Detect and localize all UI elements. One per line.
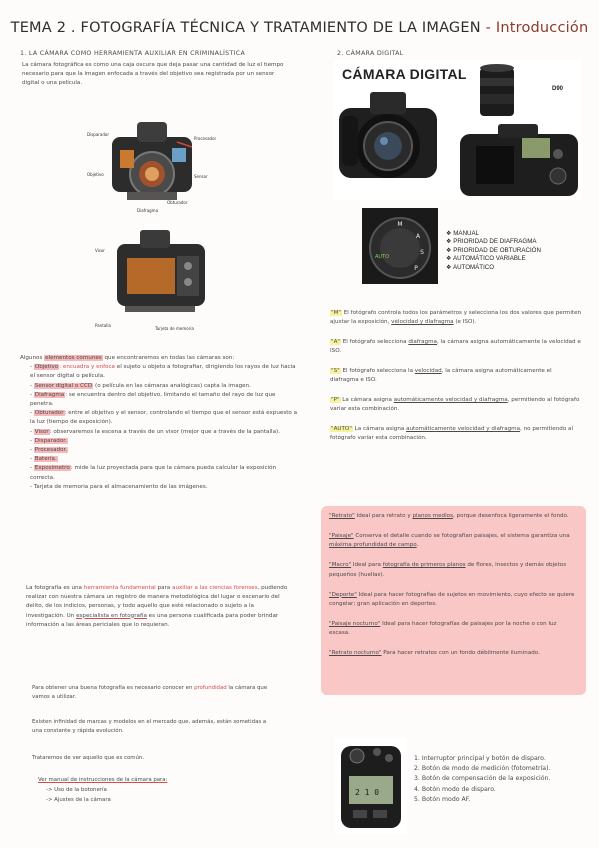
dial-mode-label: PRIORIDAD DE OBTURACIÓN	[453, 246, 541, 254]
scene-text: Para hacer retratos con un fondo débilmente iluminado.	[381, 650, 540, 657]
svg-text:P: P	[414, 265, 418, 272]
element-item: - Sensor digital o CCD (o película en las cámaras analógicas) capta la imagen.	[30, 382, 251, 389]
notes-3: Trataremos de ver aquello que es común.	[32, 755, 145, 761]
mode-dial-image	[362, 208, 438, 284]
mode-underline: automáticamente velocidad y diafragma	[406, 426, 521, 432]
mode-text: El fotógrafo selecciona	[340, 339, 409, 345]
scene-retrato	[329, 512, 578, 521]
label-tarjeta: Tarjeta de memoria	[155, 326, 194, 331]
dial-mode-item: ❖ PRIORIDAD DE OBTURACIÓN	[446, 246, 541, 254]
top-button-item: 1. Interruptor principal y botón de disparo.	[414, 755, 546, 762]
label-pantalla: Pantalla	[95, 323, 111, 328]
element-item: - Tarjeta de memoria para el almacenamiento de las imágenes.	[30, 483, 208, 490]
forensic-b: herramienta fundamental	[83, 585, 156, 591]
title-main: TEMA 2 . FOTOGRAFÍA TÉCNICA Y TRATAMIENTO DE LA IMAGEN	[10, 20, 481, 36]
scene-key: "Paisaje"	[329, 532, 354, 539]
element-item: - Batería.	[30, 456, 57, 463]
camera-card-title: CÁMARA DIGITAL	[342, 66, 467, 82]
element-text: (o película en las cámaras analógicas) capta la imagen.	[93, 382, 251, 389]
scene-text: Conserva el detalle cuando se fotografían paisajes, el sistema garantiza una	[353, 532, 570, 539]
forensic-g: es una persona cualificada para poder brindar información a las áreas periciales que lo requieran.	[26, 612, 279, 628]
label-visor: Visor	[95, 248, 105, 253]
label-diafragma: Diafragma	[137, 208, 159, 213]
label-objetivo: Objetivo	[87, 172, 104, 177]
element-term: Exposímetro	[34, 465, 70, 472]
mode-text: El fotógrafo controla todos los parámetros y selecciona los dos valores que permiten ajustar la exposición,	[330, 310, 582, 325]
mode-m	[330, 309, 582, 327]
top-buttons-list	[414, 754, 589, 805]
mode-underline: automáticamente velocidad y diafragma	[393, 397, 508, 403]
scene-tail: , porque desenfoca ligeramente el fondo.	[452, 513, 569, 519]
scene-paisaje-nocturno	[329, 620, 578, 639]
scene-key: "Macro"	[329, 562, 352, 569]
dial-mode-label: MANUAL	[453, 230, 480, 237]
element-item: - Obturador: entre el objetivo y el sensor, controlando el tiempo que el sensor está expuesto a la luz (tiempo de exposición).	[30, 410, 298, 426]
top-button-item: 5. Botón modo AF.	[414, 795, 471, 803]
note-1c: la cámara que vamos a utilizar.	[32, 685, 268, 701]
note-1a: Para obtener una buena fotografía es necesario conocer en	[32, 685, 195, 691]
mode-key: "M"	[331, 310, 341, 316]
scene-key: "Retrato"	[329, 513, 355, 519]
section-1-heading: 1. LA CÁMARA COMO HERRAMIENTA AUXILIAR EN CRIMINALÍSTICA	[20, 50, 246, 57]
lcd-readout: 2 1 0	[355, 788, 380, 797]
mode-key: "P"	[331, 397, 340, 403]
page-title	[0, 20, 599, 36]
mode-p	[330, 396, 582, 414]
mode-tail: , la cámara asigna automáticamente el diafragma e ISO.	[330, 368, 552, 383]
dial-mode-item: ❖ MANUAL	[446, 230, 480, 237]
element-term: Disparador.	[34, 437, 67, 444]
element-text: Tarjeta de memoria para el almacenamiento de las imágenes.	[33, 483, 208, 490]
scene-text: Ideal para retrato y	[354, 513, 413, 519]
camera-front-image	[334, 86, 454, 198]
camera-model: D90	[552, 86, 564, 92]
note-1b: profundidad	[194, 685, 227, 691]
forensic-d: auxiliar a las ciencias forenses	[172, 585, 258, 591]
scene-underline: máxima profundidad de campo	[329, 542, 417, 549]
mode-underline: velocidad	[414, 368, 442, 374]
forensic-paragraph	[26, 584, 294, 630]
mode-key: "A"	[331, 339, 340, 345]
forensic-a: La fotografía es una	[26, 585, 84, 591]
scene-macro	[329, 561, 578, 580]
scene-text: Ideal para hacer fotografías de sujetos en movimiento, cuyo efecto se quiere congelar; gran aplicación en deportes.	[329, 591, 575, 607]
dial-mode-label: AUTOMÁTICO VARIABLE	[452, 255, 526, 263]
dial-mode-label: AUTOMÁTICO	[452, 263, 495, 271]
element-text: el sujeto u objeto a fotografiar, dirigiendo los rayos de luz hacia el sensor digital o película.	[30, 364, 296, 380]
camera-top-image	[335, 738, 407, 834]
svg-text:A: A	[415, 233, 421, 240]
element-text: : se encuentra dentro del objetivo, limitando el tamaño del rayo de luz que penetra.	[30, 391, 276, 408]
element-term: Diafragma	[34, 391, 65, 398]
mode-key: "AUTO"	[331, 426, 352, 432]
scene-key: "Retrato nocturno"	[329, 650, 382, 657]
notes-2: Existen infinidad de marcas y modelos en el mercado que, además, están sometidas a una constante y rápida evolución.	[32, 719, 267, 735]
notes-4	[38, 776, 278, 785]
mode-text: La cámara asigna	[352, 426, 407, 432]
camera-card	[334, 60, 582, 200]
label-disparador: Disparador	[87, 132, 109, 137]
forensic-c: para	[155, 585, 173, 591]
mode-text: La cámara asigna	[340, 397, 394, 403]
top-button-item: 4. Botón modo de disparo.	[414, 785, 496, 793]
section-2-heading: 2. CÁMARA DIGITAL	[337, 50, 404, 57]
intro-highlight: elementos comunes	[45, 355, 102, 361]
title-intro: - Introducción	[485, 20, 589, 36]
element-term: Procesador.	[34, 447, 68, 454]
mode-tail: , permitiendo al fotógrafo variar esta combinación.	[330, 397, 580, 412]
forensic-f: especialista en fotografía	[76, 612, 147, 619]
intro-text-a: Algunos	[20, 355, 45, 361]
element-text: : mide la luz proyectada para que la cámara pueda calcular la exposición correcta.	[30, 465, 277, 481]
mode-tail: , no permitiendo al fotógrafo variar esta combinación.	[330, 426, 574, 441]
label-sensor: Sensor	[194, 174, 208, 179]
mode-underline: diafragma	[408, 339, 437, 345]
top-button-item: 3. Botón de compensación de la exposición.	[414, 775, 551, 783]
scene-key: "Paisaje nocturno"	[329, 620, 381, 627]
scene-text: Ideal para	[351, 562, 383, 569]
dial-mode-item: ❖ AUTOMÁTICO	[446, 263, 495, 271]
scene-underline: planos medios	[412, 513, 453, 519]
label-procesador: Procesador	[194, 136, 217, 141]
intro-text-b: que encontraremos en todas las cámaras son:	[102, 355, 235, 361]
notes-1	[32, 684, 272, 702]
scene-tail: de flores, insectos y demás objetos pequeños (huellas).	[329, 562, 567, 578]
element-item: - Exposímetro: mide la luz proyectada para que la cámara pueda calcular la exposición correcta.	[30, 465, 277, 481]
mode-auto	[330, 425, 582, 443]
mode-key: "S"	[331, 368, 340, 374]
element-item: - Disparador.	[30, 437, 67, 444]
svg-text:M: M	[397, 221, 403, 228]
common-elements-intro	[20, 354, 300, 363]
mode-s	[330, 367, 582, 385]
scene-key: "Deporte"	[329, 591, 357, 598]
svg-text:AUTO: AUTO	[374, 254, 390, 260]
camera-lens-image	[472, 64, 522, 120]
forensic-e: , pudiendo realizar con nuestra cámara un registro de manera metodológica del lugar o escenario del delito, de los indicios, personas, y todo aquello que esté relacionado o sujeto a la investigación. Un	[26, 585, 288, 619]
scene-retrato-nocturno	[329, 649, 578, 658]
element-text: : entre el objetivo y el sensor, controlando el tiempo que el sensor está expuesto a la luz (tiempo de exposición).	[30, 410, 298, 426]
scene-tail: .	[416, 542, 419, 549]
camera-back-image	[458, 124, 580, 200]
scene-underline: fotografía de primeros planos	[382, 562, 466, 569]
mode-descriptions	[330, 309, 582, 454]
dial-mode-label: PRIORIDAD DE DIAFRAGMA	[453, 238, 537, 246]
mode-a	[330, 338, 582, 356]
top-button-item: 2. Botón de modo de medición (fotometría).	[414, 765, 551, 773]
element-item: - Visor: observaremos la escena a través de un visor (mejor que a través de la pantalla).	[30, 428, 280, 435]
dial-mode-item: ❖ PRIORIDAD DE DIAFRAGMA	[446, 238, 537, 246]
section-1-paragraph: La cámara fotográfica es como una caja oscura que deja pasar una cantidad de luz el tiempo necesario para que la imagen enfocada a través del objetivo sea registrada por un sensor digital o una película.	[22, 62, 284, 87]
element-item: - Diafragma: se encuentra dentro del objetivo, limitando el tamaño del rayo de luz que penetra.	[30, 391, 276, 408]
notes-5: -> Uso de la botonería	[46, 787, 107, 793]
camera-back-diagram	[95, 226, 215, 334]
dial-mode-item: ❖ AUTOMÁTICO VARIABLE	[446, 255, 526, 263]
label-obturador: Obturador	[167, 200, 188, 205]
elements-list	[20, 363, 300, 492]
element-item: - Procesador.	[30, 447, 68, 454]
element-term: Visor	[34, 428, 49, 435]
note-4: Ver manual de instrucciones de la cámara para:	[38, 777, 168, 783]
dial-mode-list	[446, 230, 586, 272]
mode-underline: velocidad y diafragma	[391, 319, 454, 325]
scene-deporte	[329, 591, 578, 610]
element-term: Sensor digital o CCD	[34, 382, 93, 389]
mode-tail: (e ISO).	[453, 319, 477, 325]
element-term: Obturador	[34, 410, 64, 417]
scene-modes-box	[321, 506, 586, 695]
camera-cutaway-diagram	[82, 112, 232, 220]
scene-paisaje	[329, 532, 578, 551]
element-text: : observaremos la escena a través de un visor (mejor que a través de la pantalla).	[49, 428, 280, 435]
mode-text: El fotógrafo selecciona la	[340, 368, 415, 374]
element-red-text: : encuadra y enfoca	[59, 364, 115, 371]
scene-text: Ideal para hacer fotografías de paisajes por la noche o con luz escasa.	[329, 620, 557, 637]
mode-tail: , la cámara asigna automáticamente la velocidad e ISO.	[330, 339, 581, 354]
common-elements	[20, 354, 300, 492]
notes-6: -> Ajustes de la cámara	[46, 797, 111, 803]
element-term: Batería.	[34, 456, 57, 463]
svg-text:S: S	[420, 249, 424, 256]
element-item: - Objetivo: encuadra y enfoca el sujeto u objeto a fotografiar, dirigiendo los rayos de luz hacia el sensor digital o película.	[30, 364, 296, 380]
element-term: Objetivo	[34, 364, 59, 371]
